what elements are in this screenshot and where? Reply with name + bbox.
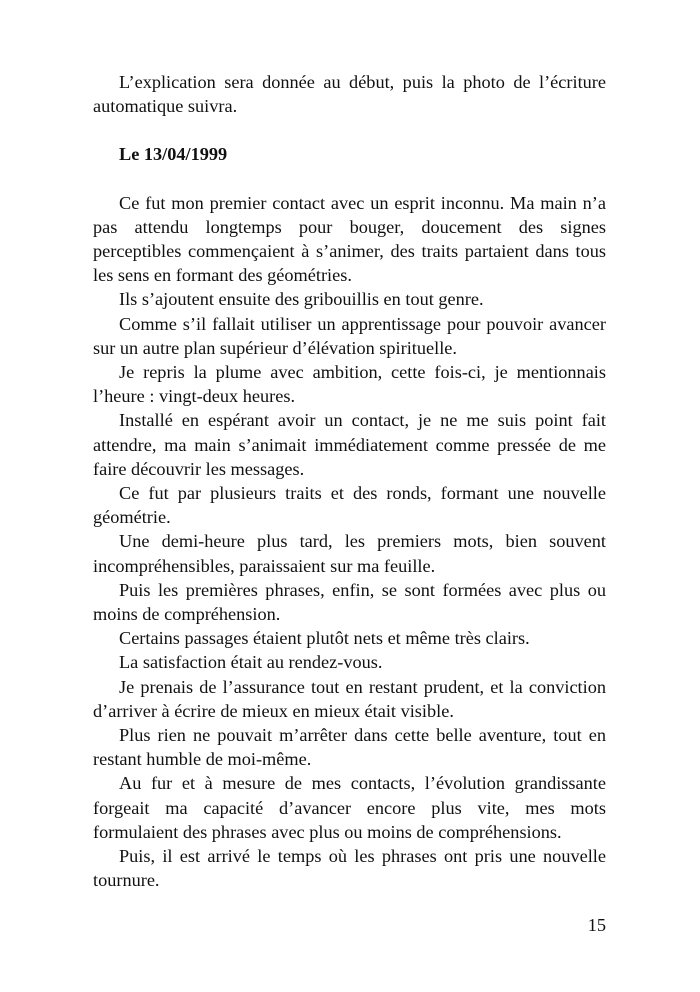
body-paragraph-2: Ils s’ajoutent ensuite des gribouillis en tout genre. [119,289,484,310]
body-paragraph-14: Puis, il est arrivé le temps où les phrases ont pris une nouvelle tournure. [93,846,606,891]
body-paragraph-8: Puis les premières phrases, enfin, se sont formées avec plus ou moins de compréhension. [93,579,606,625]
body-paragraph-11: Je prenais de l’assurance tout en restant prudent, et la conviction d’arriver à écrire de mieux en mieux était visible. [93,676,606,721]
intro-paragraph: L’explication sera donnée au début, puis la photo de l’écriture automatique suivra. [93,72,606,117]
body-paragraph-13: Au fur et à mesure de mes contacts, l’évolution grandissante forgeait ma capacité d’avancer encore plus vite, mes mots formulaient des phrases avec plus ou moins de compréhensions. [93,773,606,842]
page-number: 15 [587,915,606,935]
date-heading: Le 13/04/1999 [119,144,228,165]
body-paragraph-9: Certains passages étaient plutôt nets et même très clairs. [119,628,530,649]
page-body [93,70,606,893]
body-paragraph-5: Installé en espérant avoir un contact, je ne me suis point fait attendre, ma main s’animait immédiatement comme pressée de me faire découvrir les messages. [93,410,606,479]
body-paragraph-7: Une demi-heure plus tard, les premiers mots, bien souvent incompréhensibles, paraissaient sur ma feuille. [93,531,606,576]
body-paragraph-4: Je repris la plume avec ambition, cette fois-ci, je mentionnais l’heure : vingt-deux heures. [93,362,606,407]
body-paragraph-10: La satisfaction était au rendez-vous. [119,652,383,673]
body-paragraph-3: Comme s’il fallait utiliser un apprentissage pour pouvoir avancer sur un autre plan supérieur d’élévation spirituelle. [93,313,606,358]
body-paragraph-6: Ce fut par plusieurs traits et des ronds, formant une nouvelle géométrie. [93,483,606,528]
body-paragraph-1: Ce fut mon premier contact avec un esprit inconnu. Ma main n’a pas attendu longtemps pour bouger, doucement des signes perceptibles commençaient à s’animer, des traits partaient dans tous les sens en formant des géométries. [93,192,606,286]
body-paragraph-12: Plus rien ne pouvait m’arrêter dans cette belle aventure, tout en restant humble de moi-même. [93,725,606,770]
